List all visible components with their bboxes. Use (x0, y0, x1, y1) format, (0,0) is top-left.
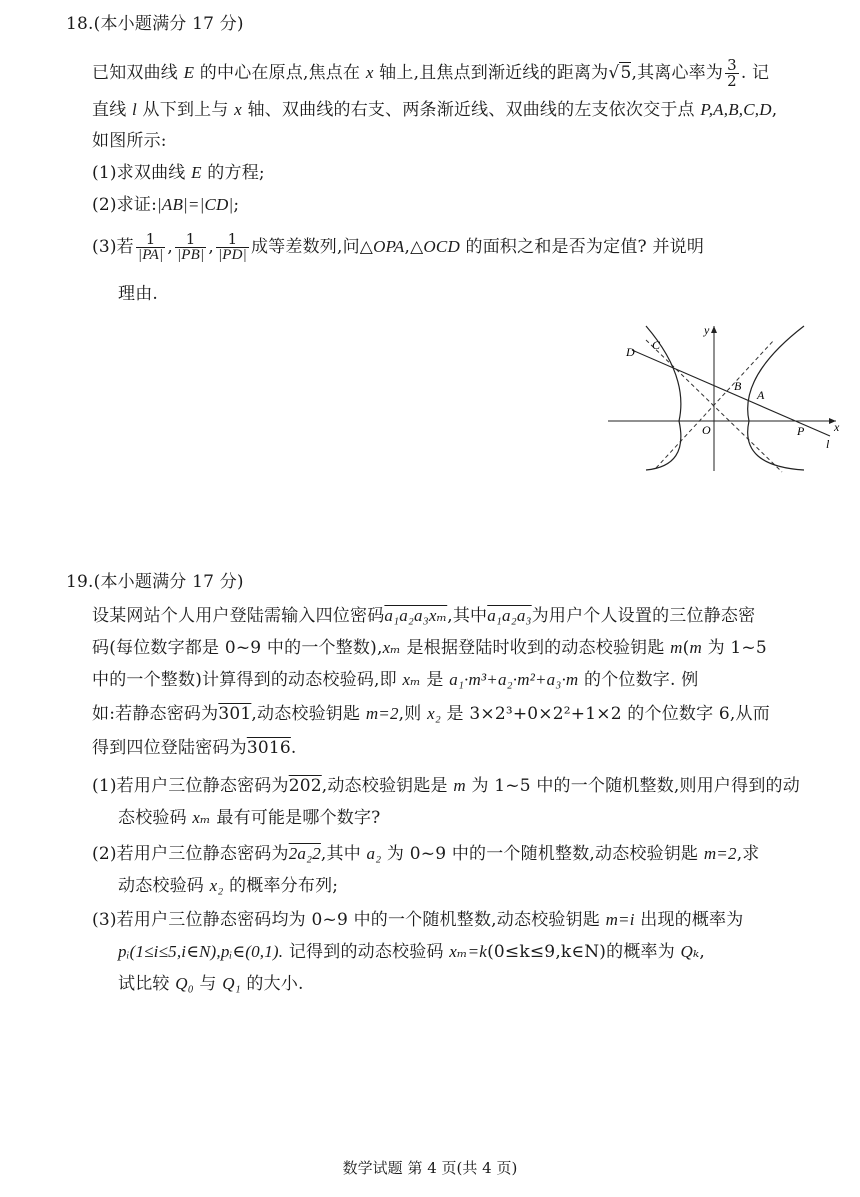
label-x: x (834, 420, 840, 434)
eccentricity-fraction: $\frac{3}{2}$ (727, 56, 737, 90)
q19-header: 19.(本小题满分 17 分) (66, 572, 244, 592)
label-l: l (826, 437, 830, 451)
q19-part2-cont: 动态校验码 x₂ 的概率分布列; (118, 876, 339, 896)
label-P: P (797, 424, 805, 438)
label-C: C (652, 338, 661, 352)
q19-part1: (1)若用户三位静态密码为202,动态校验钥匙是 m 为 1~5 中的一个随机整数,则用户得到的动 (92, 776, 800, 796)
hyperbola-figure (604, 318, 844, 478)
q19-part2: (2)若用户三位静态密码为2a₂2,其中 a₂ 为 0~9 中的一个随机整数,动态校验钥匙 m=2,求 (92, 844, 760, 864)
fraction-pa: $\frac{1}{|PA|}$ (137, 230, 164, 263)
q18-part2: (2)求证:|AB|=|CD|; (92, 195, 240, 215)
q19-line2: 码(每位数字都是 0~9 中的一个整数),xₘ 是根据登陆时收到的动态校验钥匙 m(m 为 1~5 (92, 638, 767, 658)
q19-line4: 如:若静态密码为301,动态校验钥匙 m=2,则 x₂ 是 3×2³+0×2²+1×2 的个位数字 6,从而 (92, 704, 770, 724)
y-axis-arrow (711, 326, 717, 333)
q19-part3-line2: pᵢ(1≤i≤5,i∈N),pᵢ∈(0,1). 记得到的动态校验码 xₘ=k(0≤k≤9,k∈N)的概率为 Qₖ, (118, 942, 706, 962)
label-y: y (704, 323, 710, 337)
label-D: D (626, 345, 635, 359)
q19-line1: 设某网站个人用户登陆需输入四位密码a₁a₂a₃xₘ,其中a₁a₂a₃为用户个人设置的三位静态密 (92, 606, 756, 626)
q18-part1: (1)求双曲线 E 的方程; (92, 163, 265, 183)
label-B: B (734, 379, 742, 393)
label-A: A (757, 388, 765, 402)
q18-line2: 直线 l 从下到上与 x 轴、双曲线的右支、两条渐近线、双曲线的左支依次交于点 P,A,B,C,D, (92, 100, 778, 120)
q18-part3: (3)若 $\frac{1}{|PA|}$ , $\frac{1}{|PB|}$ , $\frac{1}{|PD|}$ 成等差数列,问△OPA,△OCD 的面积之和是否为定值? 并说明 (92, 230, 705, 263)
q18-line3: 如图所示: (92, 131, 167, 151)
q19-part1-cont: 态校验码 xₘ 最有可能是哪个数字? (118, 808, 381, 828)
q19-part3-line3: 试比较 Q₀ 与 Q₁ 的大小. (118, 974, 304, 994)
label-O: O (702, 423, 711, 437)
fraction-pb: $\frac{1}{|PB|}$ (176, 230, 205, 263)
q18-line1: 已知双曲线 E 的中心在原点,焦点在 x 轴上,且焦点到渐近线的距离为√5,其离心率为 $\frac{3}{2}$ . 记 (92, 56, 770, 90)
q19-part3: (3)若用户三位静态密码均为 0~9 中的一个随机整数,动态校验钥匙 m=i 出现的概率为 (92, 910, 744, 930)
q18-header: 18.(本小题满分 17 分) (66, 14, 244, 34)
q19-line5: 得到四位登陆密码为3016. (92, 738, 297, 758)
q18-part3-cont: 理由. (118, 284, 159, 304)
page-footer: 数学试题 第 4 页(共 4 页) (342, 1159, 518, 1177)
fraction-pd: $\frac{1}{|PD|}$ (217, 230, 247, 263)
q19-line3: 中的一个整数)计算得到的动态校验码,即 xₘ 是 a₁·m³+a₂·m²+a₃·m 的个位数字. 例 (92, 670, 699, 690)
